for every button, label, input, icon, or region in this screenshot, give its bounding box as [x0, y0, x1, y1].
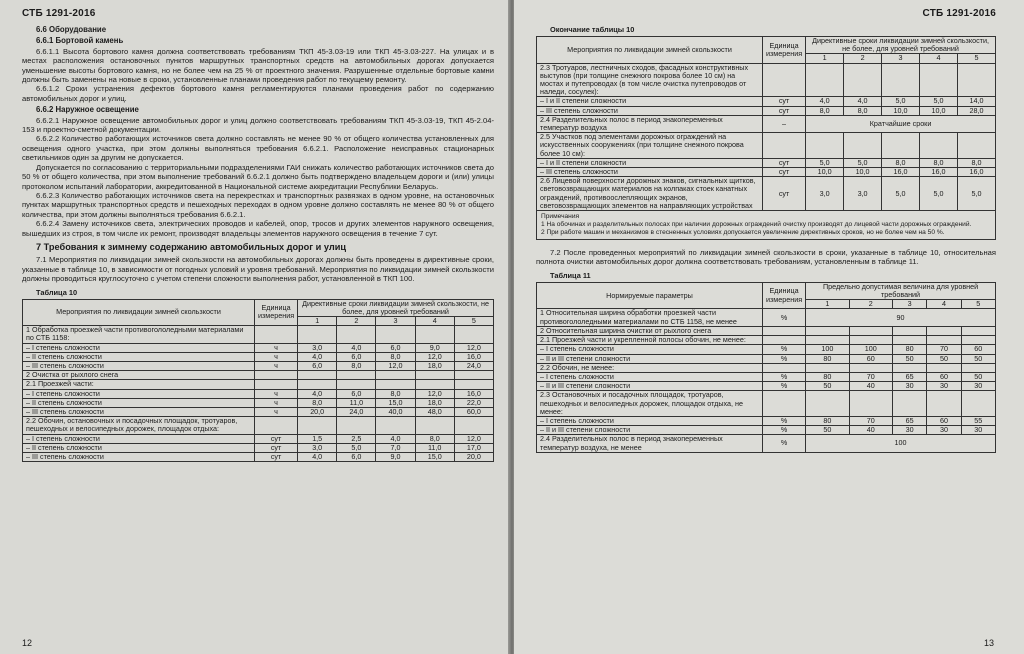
row-value: [376, 326, 415, 343]
row-value: 65: [893, 416, 927, 425]
table-row: [23, 453, 494, 462]
row-value: [298, 371, 337, 380]
row-value: 8,0: [882, 158, 920, 167]
row-unit: сут: [763, 158, 806, 167]
row-unit: ч: [255, 398, 298, 407]
row-unit: ч: [255, 408, 298, 417]
row-value: [893, 391, 927, 417]
row-value: 22,0: [454, 398, 493, 407]
row-value: [376, 380, 415, 389]
row-value: 18,0: [415, 361, 454, 370]
section-heading: 6.6.2 Наружное освещение: [36, 105, 139, 115]
row-value: [806, 133, 844, 159]
row-label: 2.1 Проезжей части и укрепленной полосы обочин, не менее:: [537, 336, 763, 345]
paragraph: 7.2 После проведенных мероприятий по ликвидации зимней скользкости в сроки, указанные в таблице 10, относительная полнота очистки автомобильных дорог должна соответствовать требованиям, установленным в таблице 11.: [536, 248, 996, 267]
row-unit: сут: [255, 443, 298, 452]
level-header: 1: [806, 300, 849, 309]
row-label: – I степень сложности: [537, 372, 763, 381]
row-value: [376, 417, 415, 434]
table-11: [536, 282, 996, 453]
row-label: – III степень сложности: [23, 361, 255, 370]
row-value: 60,0: [454, 408, 493, 417]
table-row: [537, 115, 996, 132]
row-value: 100: [806, 345, 849, 354]
col-header-limit: Предельно допустимая величина для уровней требований: [806, 282, 996, 299]
row-value: 4,0: [806, 97, 844, 106]
table-row: [537, 63, 996, 97]
row-value: 5,0: [844, 158, 882, 167]
row-value: 50: [927, 354, 961, 363]
row-unit: [763, 391, 806, 417]
table-row: [23, 389, 494, 398]
row-value: 3,0: [298, 343, 337, 352]
row-value: 5,0: [957, 177, 995, 211]
row-value: [415, 417, 454, 434]
page-number: 12: [22, 638, 33, 648]
row-label: 1 Обработка проезжей части противогололедными материалами по СТБ 1158:: [23, 326, 255, 343]
paragraph: 6.6.1.2 Сроки устранения дефектов бортового камня регламентируются планами проведения работ по содержанию автомобильных дорог и улиц.: [22, 84, 494, 103]
row-value: 9,0: [415, 343, 454, 352]
row-value: [927, 391, 961, 417]
row-value: [844, 63, 882, 97]
row-value: 1,5: [298, 434, 337, 443]
row-value: [882, 133, 920, 159]
row-value: 4,0: [298, 389, 337, 398]
row-value: 3,0: [806, 177, 844, 211]
row-unit: %: [763, 426, 806, 435]
level-header: 4: [415, 316, 454, 325]
row-value: 6,0: [376, 343, 415, 352]
level-header: 4: [920, 54, 958, 63]
level-header: 3: [893, 300, 927, 309]
row-value: [454, 380, 493, 389]
row-unit: ч: [255, 361, 298, 370]
row-value-span: 90: [806, 309, 996, 326]
page-header: СТБ 1291-2016: [922, 8, 996, 19]
table-row: [23, 380, 494, 389]
row-value: [415, 371, 454, 380]
table-row: [537, 177, 996, 211]
left-page: [0, 0, 510, 654]
notes-title: Примечания: [541, 213, 580, 221]
row-value: 14,0: [957, 97, 995, 106]
row-value: [806, 63, 844, 97]
col-header-param: Нормируемые параметры: [537, 282, 763, 309]
row-label: – III степень сложности: [537, 106, 763, 115]
row-value: 4,0: [337, 343, 376, 352]
row-value: [454, 371, 493, 380]
row-label: 2.2 Обочин, не менее:: [537, 363, 763, 372]
row-value: 50: [961, 354, 995, 363]
paragraph: 6.6.2.1 Наружное освещение автомобильных дорог и улиц должно соответствовать требованиям ТКП 45-3.03-19, ТКП 45-2.04-153 и проектно-сметной документации.: [22, 115, 494, 135]
row-unit: [255, 380, 298, 389]
row-label: – I и II степени сложности: [537, 158, 763, 167]
row-value: 80: [893, 345, 927, 354]
row-unit: %: [763, 372, 806, 381]
row-label: – I степень сложности: [537, 345, 763, 354]
table-notes: [537, 211, 996, 240]
row-label: 2.5 Участков под элементами дорожных ограждений на искусственных сооружениях (при толщине снежного покрова более 10 см):: [537, 133, 763, 159]
row-value: [849, 391, 892, 417]
row-value: 8,0: [376, 352, 415, 361]
row-value: 12,0: [454, 343, 493, 352]
row-value: [961, 326, 995, 335]
row-unit: сут: [763, 106, 806, 115]
table-row: [23, 417, 494, 434]
row-value: 11,0: [337, 398, 376, 407]
row-label: – I степень сложности: [23, 389, 255, 398]
row-unit: %: [763, 382, 806, 391]
row-value: 30: [893, 426, 927, 435]
row-value: 65: [893, 372, 927, 381]
row-unit: ч: [255, 389, 298, 398]
row-value: 8,0: [844, 106, 882, 115]
row-label: – II степень сложности: [23, 352, 255, 361]
row-value: [957, 133, 995, 159]
row-value: 8,0: [920, 158, 958, 167]
row-value: 16,0: [957, 168, 995, 177]
section-text: [22, 25, 494, 284]
table-caption: Таблица 10: [36, 287, 78, 297]
page-number: 13: [983, 638, 994, 648]
row-value: 55: [961, 416, 995, 425]
table-row: [537, 354, 996, 363]
row-unit: [255, 326, 298, 343]
row-value: 30: [927, 382, 961, 391]
col-header-terms: Директивные сроки ликвидации зимней скользкости, не более, для уровней требований: [806, 37, 996, 54]
level-header: 5: [957, 54, 995, 63]
row-value: 6,0: [337, 352, 376, 361]
row-label: 2.1 Проезжей части:: [23, 380, 255, 389]
row-label: – III степень сложности: [23, 408, 255, 417]
row-value: 50: [961, 372, 995, 381]
row-value: [337, 371, 376, 380]
row-label: 2.2 Обочин, остановочных и посадочных площадок, тротуаров, пешеходных и велосипедных дорожек, площадок отдыха:: [23, 417, 255, 434]
row-label: – I степень сложности: [23, 434, 255, 443]
row-value: 4,0: [844, 97, 882, 106]
note: 1 На обочинах и разделительных полосах при наличии дорожных ограждений очистку производят до лицевой части дорожных ограждений.: [541, 221, 972, 229]
row-unit: [255, 417, 298, 434]
row-label: – II и III степени сложности: [537, 354, 763, 363]
row-label: – II и III степени сложности: [537, 382, 763, 391]
row-value: 24,0: [337, 408, 376, 417]
row-label: – I и II степени сложности: [537, 97, 763, 106]
table-row: [537, 391, 996, 417]
row-value: 5,0: [806, 158, 844, 167]
row-label: – II степень сложности: [23, 443, 255, 452]
row-value: 15,0: [415, 453, 454, 462]
table-10-continued: [536, 36, 996, 240]
row-value: 60: [961, 345, 995, 354]
row-value: 9,0: [376, 453, 415, 462]
paragraph: 6.6.2.3 Количество работающих источников света на перекрестках и транспортных развязках в одном уровне, на остановочных пунктах маршрутных транспортных средств и пешеходных переходах в одном уровне должно составлять не менее 80 % от общего количества, при этом должны выполняться требования 6.6.2.1.: [22, 190, 494, 219]
table-caption: Таблица 11: [550, 270, 591, 280]
row-value: 10,0: [806, 168, 844, 177]
row-value: 16,0: [454, 352, 493, 361]
row-unit: [763, 63, 806, 97]
row-value: 4,0: [298, 453, 337, 462]
paragraph: 6.6.2.4 Замену источников света, электрических проводов и кабелей, опор, тросов и других элементов наружного освещения, вышедших из строя, в том числе их ремонт, производят владельцы элементов наружного освещения в течение 7 сут.: [22, 219, 494, 238]
row-label: – III степень сложности: [537, 168, 763, 177]
row-value: 6,0: [337, 389, 376, 398]
row-value: [298, 380, 337, 389]
row-value: [893, 326, 927, 335]
row-value: 30: [927, 426, 961, 435]
table-row: [537, 133, 996, 159]
row-value: 11,0: [415, 443, 454, 452]
row-value: 70: [849, 372, 892, 381]
row-unit: ч: [255, 343, 298, 352]
col-header-unit: Единица измерения: [763, 282, 806, 309]
row-value: [961, 391, 995, 417]
table-row: [23, 326, 494, 343]
row-label: – II степень сложности: [23, 398, 255, 407]
row-label: 2.4 Разделительных полос в период знакопеременных температур воздуха, не менее: [537, 435, 763, 452]
row-value: 80: [806, 372, 849, 381]
row-value: 10,0: [882, 106, 920, 115]
row-label: 2 Относительная ширина очистки от рыхлого снега: [537, 326, 763, 335]
row-value: [415, 326, 454, 343]
row-value: 15,0: [376, 398, 415, 407]
row-value: 28,0: [957, 106, 995, 115]
row-value: [849, 326, 892, 335]
level-header: 1: [806, 54, 844, 63]
row-value: [844, 133, 882, 159]
row-value: 12,0: [376, 361, 415, 370]
level-header: 3: [376, 316, 415, 325]
row-label: 2.3 Остановочных и посадочных площадок, тротуаров, пешеходных и велосипедных дорожек, площадок отдыха, не менее:: [537, 391, 763, 417]
row-value: [298, 417, 337, 434]
table-row: [537, 345, 996, 354]
chapter-heading: 7 Требования к зимнему содержанию автомобильных дорог и улиц: [36, 241, 346, 252]
row-value: [454, 326, 493, 343]
row-value-span: Кратчайшие сроки: [806, 115, 996, 132]
row-value: 16,0: [454, 389, 493, 398]
row-value: 18,0: [415, 398, 454, 407]
row-value: [920, 133, 958, 159]
row-value: [337, 326, 376, 343]
row-unit: ч: [255, 352, 298, 361]
table-row: [537, 309, 996, 326]
paragraph: Допускается по согласованию с территориальными подразделениями ГАИ снижать количество работающих источников света до 50 % от общего количества, при этом выполнение требований 6.6.2.1 должно быть подтверждено владельцем дороги и (или) улицы протоколом испытаний лаборатории, аккредитованной в Национальной системе аккредитации Республики Беларусь.: [22, 162, 494, 191]
row-value: 10,0: [920, 106, 958, 115]
paragraph: 6.6.2.2 Количество работающих источников света должно составлять не менее 90 % от общего количества установленных для освещения одного участка, при этом должны выполняться требования 6.6.2.1. Расположение неисправных стационарных светильников один за другим не допускается.: [22, 134, 494, 163]
row-value: 30: [893, 382, 927, 391]
right-page: [514, 0, 1024, 654]
row-label: 2.4 Разделительных полос в период знакопеременных температур воздуха: [537, 115, 763, 132]
row-unit: %: [763, 309, 806, 326]
row-value: [415, 380, 454, 389]
section-heading: 6.6.1 Бортовой камень: [36, 36, 124, 46]
row-value: 17,0: [454, 443, 493, 452]
row-value: 8,0: [337, 361, 376, 370]
row-value: 12,0: [454, 434, 493, 443]
row-value: 70: [927, 345, 961, 354]
row-label: 2.6 Лицевой поверхности дорожных знаков, сигнальных щитков, световозвращающих материалов на колпаках стоек канатных ограждений, противоослепляющих экранов, световозвращающих элементов на направляющих устройствах: [537, 177, 763, 211]
row-label: 1 Относительная ширина обработки проезжей части противогололедными материалами по СТБ 1158, не менее: [537, 309, 763, 326]
row-label: – III степень сложности: [23, 453, 255, 462]
row-value: [806, 326, 849, 335]
row-unit: [255, 371, 298, 380]
row-value-span: 100: [806, 435, 996, 452]
row-value: 3,0: [298, 443, 337, 452]
row-unit: сут: [763, 168, 806, 177]
row-value: [337, 417, 376, 434]
paragraph: 6.6.1.1 Высота бортового камня должна соответствовать требованиям ТКП 45-3.03-19 или ТКП 45-3.03-227. На улицах и в местах расположения остановочных пунктов маршрутных транспортных средств на автомобильных дорогах допускается уменьшение высоты бортового камня, но не более чем на 25 % от проектного значения. Разрушенные отдельные бортовые камни должны быть заменены на новые в сроки, установленные планами проведения работ по текущему ремонту.: [22, 46, 494, 85]
row-unit: [763, 133, 806, 159]
level-header: 2: [844, 54, 882, 63]
row-value: 40: [849, 382, 892, 391]
row-value: [454, 417, 493, 434]
row-value: [882, 63, 920, 97]
row-unit: %: [763, 416, 806, 425]
row-value: 60: [927, 416, 961, 425]
level-header: 1: [298, 316, 337, 325]
row-value: [806, 391, 849, 417]
row-value: 60: [849, 354, 892, 363]
row-value: 24,0: [454, 361, 493, 370]
level-header: 2: [337, 316, 376, 325]
row-value: 20,0: [454, 453, 493, 462]
level-header: 5: [961, 300, 995, 309]
row-value: 7,0: [376, 443, 415, 452]
level-header: 4: [927, 300, 961, 309]
row-value: 50: [893, 354, 927, 363]
row-value: 12,0: [415, 389, 454, 398]
row-value: [927, 326, 961, 335]
row-value: 80: [806, 416, 849, 425]
row-label: 2.3 Тротуаров, лестничных сходов, фасадных конструктивных выступов (при толщине снежного покрова более 10 см) на мостах и путепроводах (в том числе очистка путепроводов от наледи, сосулек):: [537, 63, 763, 97]
row-value: 60: [927, 372, 961, 381]
row-value: [298, 326, 337, 343]
row-unit: сут: [763, 97, 806, 106]
col-header-measure: Мероприятия по ликвидации зимней скользкости: [23, 299, 255, 326]
row-value: 100: [849, 345, 892, 354]
level-header: 5: [454, 316, 493, 325]
page-header: СТБ 1291-2016: [22, 8, 96, 19]
row-value: 48,0: [415, 408, 454, 417]
row-value: 4,0: [376, 434, 415, 443]
row-value: 2,5: [337, 434, 376, 443]
row-value: 20,0: [298, 408, 337, 417]
row-value: [920, 63, 958, 97]
section-text: [536, 248, 996, 267]
row-value: [376, 371, 415, 380]
row-value: 6,0: [337, 453, 376, 462]
row-value: 5,0: [882, 97, 920, 106]
row-label: – II и III степени сложности: [537, 426, 763, 435]
row-unit: –: [763, 115, 806, 132]
row-unit: [763, 326, 806, 335]
row-unit: сут: [255, 453, 298, 462]
table-row: [537, 435, 996, 452]
row-value: 8,0: [806, 106, 844, 115]
row-value: 4,0: [298, 352, 337, 361]
row-value: [337, 380, 376, 389]
row-value: 8,0: [415, 434, 454, 443]
row-unit: %: [763, 435, 806, 452]
row-value: 8,0: [298, 398, 337, 407]
row-value: 40,0: [376, 408, 415, 417]
col-header-unit: Единица измерения: [763, 37, 806, 64]
section-heading: 6.6 Оборудование: [36, 25, 107, 34]
row-value: 5,0: [882, 177, 920, 211]
row-value: 16,0: [920, 168, 958, 177]
row-value: 40: [849, 426, 892, 435]
row-value: 5,0: [920, 177, 958, 211]
row-value: 8,0: [376, 389, 415, 398]
level-header: 3: [882, 54, 920, 63]
row-value: 16,0: [882, 168, 920, 177]
row-value: 50: [806, 426, 849, 435]
table-row: [23, 434, 494, 443]
row-value: 70: [849, 416, 892, 425]
row-value: 30: [961, 382, 995, 391]
row-unit: %: [763, 345, 806, 354]
table-row: [537, 106, 996, 115]
paragraph: 7.1 Мероприятия по ликвидации зимней скользкости на автомобильных дорогах должны быть проведены в директивные сроки, указанные в таблице 10, в зависимости от погодных условий и уровня требований. Мероприятия по ликвидации зимней скользкости должны проводиться круглосуточно с учетом степени сложности выполнения работ, установленной в ТКП 100.: [22, 255, 494, 284]
table-row: [537, 97, 996, 106]
table-row: [23, 343, 494, 352]
note: 2 При работе машин и механизмов в стесненных условиях допускается увеличение директивных сроков, но не более чем на 50 %.: [541, 229, 945, 237]
row-value: 30: [961, 426, 995, 435]
row-value: 10,0: [844, 168, 882, 177]
row-value: 6,0: [298, 361, 337, 370]
row-label: 2 Очистка от рыхлого снега: [23, 371, 255, 380]
row-value: [957, 63, 995, 97]
col-header-unit: Единица измерения: [255, 299, 298, 326]
row-value: 5,0: [337, 443, 376, 452]
table-caption: Окончание таблицы 10: [550, 25, 635, 34]
col-header-measure: Мероприятия по ликвидации зимней скользкости: [537, 37, 763, 64]
row-value: 3,0: [844, 177, 882, 211]
row-unit: сут: [763, 177, 806, 211]
row-unit: сут: [255, 434, 298, 443]
row-unit: %: [763, 354, 806, 363]
row-value: 8,0: [957, 158, 995, 167]
row-value: 12,0: [415, 352, 454, 361]
row-label: – I степень сложности: [537, 416, 763, 425]
level-header: 2: [849, 300, 892, 309]
table-10: [22, 299, 494, 463]
col-header-terms: Директивные сроки ликвидации зимней скользкости, не более, для уровней требований: [298, 299, 494, 316]
row-value: 50: [806, 382, 849, 391]
row-label: – I степень сложности: [23, 343, 255, 352]
row-value: 80: [806, 354, 849, 363]
row-value: 5,0: [920, 97, 958, 106]
